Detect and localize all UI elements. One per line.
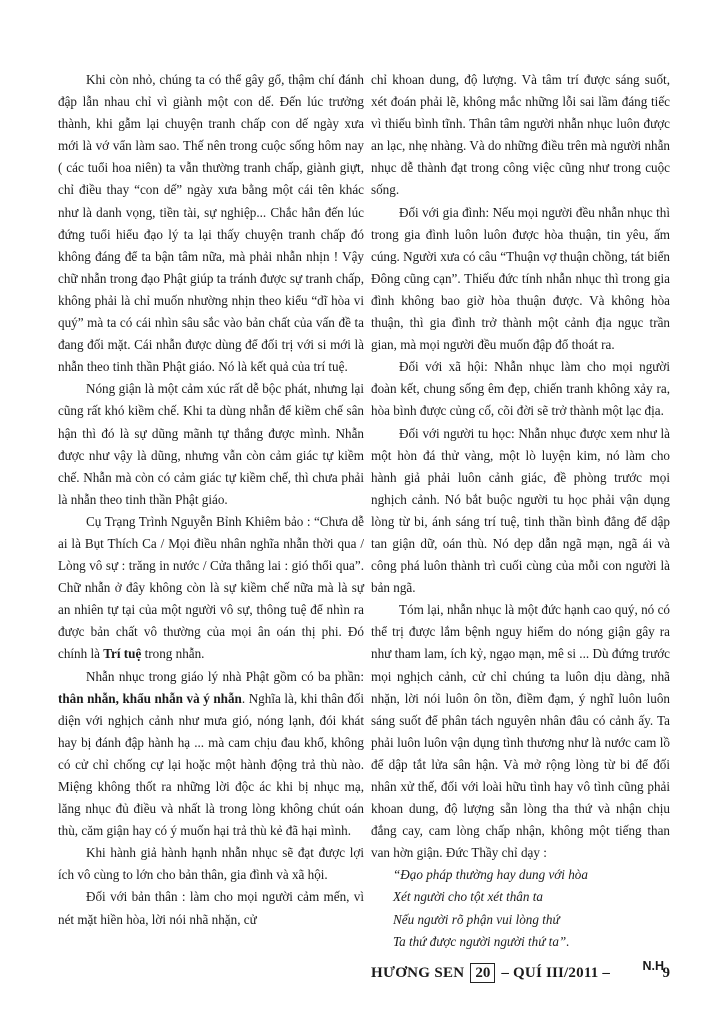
text-span: trong nhẫn.: [141, 646, 205, 662]
poem-line: Nếu người rõ phận vui lòng thứ: [393, 911, 560, 927]
paragraph: Đối với xã hội: Nhẫn nhục làm cho mọi người đoàn kết, chung sống êm đẹp, chiến tranh không xảy ra, hòa bình được củng cố, cõi đời sẽ trở thành một lạc địa.: [371, 359, 670, 419]
poem-line: “Đạo pháp thường hay dung với hòa: [393, 867, 588, 883]
paragraph: [58, 666, 364, 843]
author-signature: N.H: [642, 958, 664, 973]
text-span: . Nghĩa là, khi thân đối diện với nghịch cảnh như mưa gió, nóng lạnh, đói khát hay bị đánh đập hành hạ ... mà cam chịu đau khổ, không có cử chỉ chống cự lại hoặc một hành động trả thù nào. Miệng không thốt ra những lời độc ác khi bị nhục mạ, lăng nhục đủ điều và nhất là trong lòng không chút oán thù, căm giận hay có ý muốn hại trả thù kẻ đã hại mình.: [58, 690, 364, 839]
left-column: [58, 69, 364, 931]
paragraph: Đối với gia đình: Nếu mọi người đều nhẫn nhục thì trong gia đình luôn luôn được hòa thuận, tin yêu, ấm cúng. Người xưa có câu “Thuận vợ thuận chồng, tát biển Đông cũng cạn”. Thiếu đức tính nhẫn nhục thì trong gia đình không bao giờ hòa thuận được. Và không hòa thuận, thì gia đình trở thành một cảnh địa ngục trần gian, mà mọi người đều muốn đập đổ thoát ra.: [371, 204, 670, 353]
paragraph: Đối với người tu học: Nhẫn nhục được xem như là một hòn đá thử vàng, một lò luyện kim, nó làm cho hành giả phải luôn cảnh giác, đề phòng trước mọi nghịch cảnh. Nó bắt buộc người tu học phải vận dụng lòng từ bi, ánh sáng trí tuệ, tinh thần bình đẳng để dập tan giận dữ, oán thù. Nó dẹp dẫn ngã mạn, ngã ái và công phá luôn thành trì cuối cùng của mỗi con người là bản ngã.: [371, 425, 670, 596]
emphasis: thân nhẫn, khẩu nhẫn và ý nhẫn: [58, 690, 242, 706]
paragraph: Nóng giận là một cảm xúc rất dễ bộc phát, nhưng lại cũng rất khó kiềm chế. Khi ta dùng nhẫn để kiềm chế sân hận thì đó là sự dũng mãnh tự thắng được mình. Nhẫn được như vậy là dũng, nhưng vẫn còn cảm giác tự kiềm chế. Nhẫn mà còn có cảm giác tự kiềm chế, thì chưa phải là nhẫn theo tinh thần Phật giáo.: [58, 381, 364, 507]
poem-quote: [371, 864, 670, 952]
paragraph: chỉ khoan dung, độ lượng. Và tâm trí được sáng suốt, xét đoán phải lẽ, không mắc những lỗi sai lầm đáng tiếc vì thiếu bình tĩnh. Thân tâm người nhẫn nhục luôn được an lạc, nhẹ nhàng. Và do những điều trên mà người nhẫn nhục dễ thành đạt trong công việc cũng như trong cuộc sống.: [371, 72, 670, 198]
paragraph: [58, 511, 364, 666]
emphasis: Trí tuệ: [103, 646, 142, 662]
poem-line: Xét người cho tột xét thân ta: [393, 889, 543, 905]
issue-number: 20: [470, 963, 495, 983]
page-footer: [371, 961, 670, 985]
issue-period: – QUÍ III/2011 –: [501, 964, 611, 981]
paragraph: Khi hành giả hành hạnh nhẫn nhục sẽ đạt được lợi ích vô cùng to lớn cho bản thân, gia đình và xã hội.: [58, 845, 364, 883]
paragraph: Đối với bản thân : làm cho mọi người cảm mến, vì nét mặt hiền hòa, lời nói nhã nhặn, cử: [58, 889, 364, 927]
paragraph: Tóm lại, nhẫn nhục là một đức hạnh cao quý, nó có thể trị được lắm bệnh nguy hiểm do nóng giận gây ra như tham lam, ích kỷ, ngạo mạn, mê si ... Dù đứng trước mọi nghịch cảnh, cử chỉ chúng ta luôn dịu dàng, nhã nhặn, lời nói luôn ôn tồn, điềm đạm, ý nghĩ luôn luôn sáng suốt để phân tách nguyên nhân đâu có cảnh ấy. Ta phải luôn luôn vận dụng tình thương như là nước cam lồ để dập tắt lửa sân hận. Và mở rộng lòng từ bi để đối nhân xử thế, đối với loài hữu tình hay vô tình cũng phải khoan dung, độ lượng sẵn lòng tha thứ và nhận chịu đắng cay, cam lòng chấp nhận, không một tiếng than van hờn giận. Đức Thầy chỉ dạy :: [371, 602, 670, 861]
poem-line: Ta thứ được người người thứ ta”.: [393, 933, 570, 949]
text-span: Nhẫn nhục trong giáo lý nhà Phật gồm có ba phần:: [86, 668, 364, 684]
text-span: Cụ Trạng Trình Nguyễn Bỉnh Khiêm bảo : “Chưa dễ ai là Bụt Thích Ca / Mọi điều nhân nghĩa nhẫn thời qua / Lòng vô sự : trăng in nước / Cửa thẳng lai : gió thổi qua”. Chữ nhẫn ở đây không còn là sự kiềm chế nữa mà là sự an nhiên tự tại của một người vô sự, thông tuệ để nhìn ra được bản chất vô thường của mọi ân oán thị phi. Đó chính là: [58, 513, 364, 662]
paragraph: Khi còn nhỏ, chúng ta có thể gây gổ, thậm chí đánh đập lẫn nhau chỉ vì giành một con dế. Đến lúc trưởng thành, khi gẫm lại chuyện tranh chấp con dế ngày xưa mới là vớ vẩn làm sao. Thế nên trong cuộc sống hôm nay ( các tuổi hoa niên) ta vẫn thường tranh chấp, giành giựt, chỉ điều thay “con dế” ngày xưa bằng một cái tên khác như là danh vọng, tiền tài, sự nghiệp... Chắc hẳn đến lúc đứng tuổi hiểu đạo lý ta lại thấy chuyện tranh chấp đó không đáng để ta bận tâm nữa, mà phải nhẫn nhịn ! Vậy chữ nhẫn trong đạo Phật giúp ta tránh được sự tranh chấp, không phải là chỉ muốn nhường nhịn theo kiểu “dĩ hòa vi quý” mà ta có cái nhìn sâu sắc vào bản chất của vấn đề ta đang đối mặt. Cái nhẫn được dùng để đối trị với si mới là nhẫn theo tinh thần Phật giáo. Nó là kết quả của trí tuệ.: [58, 72, 364, 375]
page-number: 9: [662, 964, 670, 981]
magazine-name: HƯƠNG SEN: [371, 964, 465, 981]
right-column: [371, 69, 670, 977]
